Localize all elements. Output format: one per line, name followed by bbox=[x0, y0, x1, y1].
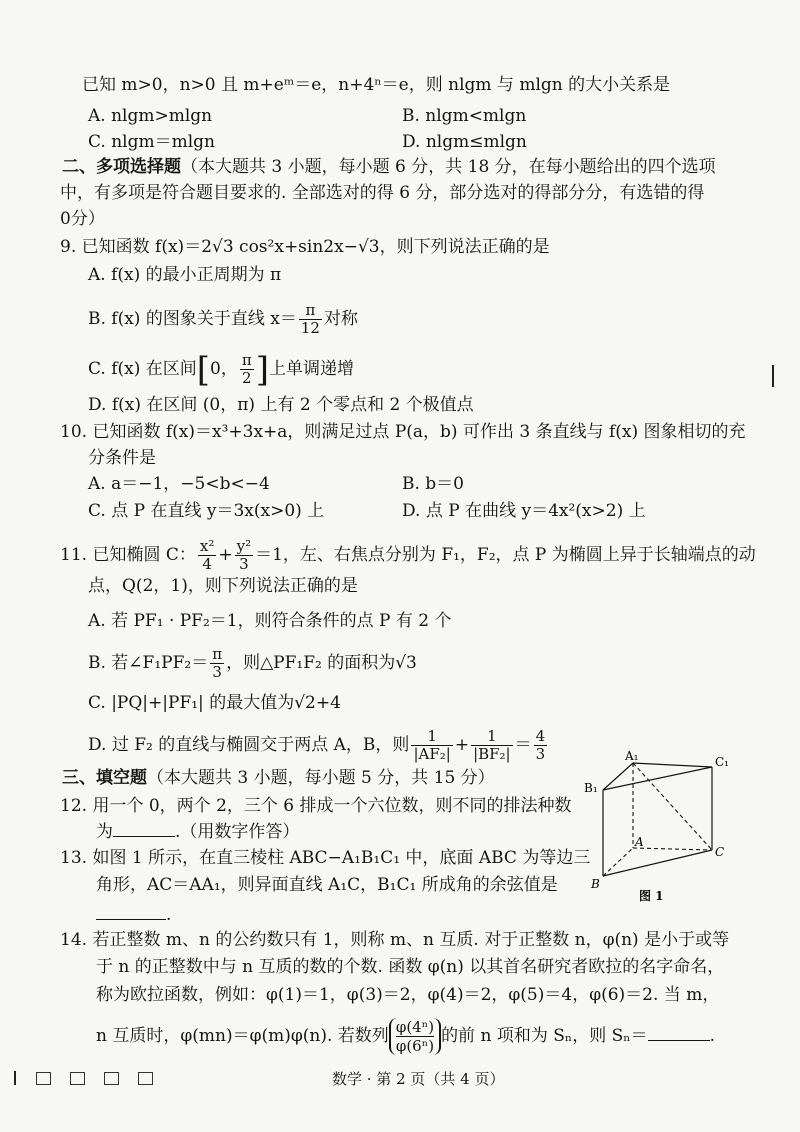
section3-heading bbox=[62, 767, 495, 789]
footer-box-3 bbox=[104, 1072, 119, 1085]
edge-b-c bbox=[603, 850, 712, 876]
q11-d-frac-1-den: |AF₂| bbox=[413, 745, 451, 763]
q14-sequence-term bbox=[389, 1018, 441, 1055]
q12-line2-post: .（用数字作答） bbox=[175, 822, 300, 842]
edge-b1-a1 bbox=[603, 763, 633, 790]
q9-option-c-text: C. f(x) 在区间 bbox=[88, 359, 197, 379]
q11-option-b-fraction bbox=[210, 646, 224, 681]
q10-option-c: C. 点 P 在直线 y＝3x(x>0) 上 bbox=[88, 501, 325, 521]
q11-frac-y-num: y² bbox=[236, 537, 252, 555]
q11-b-num: π bbox=[212, 645, 223, 663]
label-b: B bbox=[591, 877, 600, 891]
q13-stem-line3 bbox=[96, 904, 171, 926]
q14-line4 bbox=[96, 1018, 715, 1055]
edge-b-a-hidden bbox=[603, 848, 633, 876]
q11-option-b-tail: ，则△PF₁F₂ 的面积为√3 bbox=[226, 653, 417, 673]
figure-caption: 图 1 bbox=[639, 889, 664, 903]
q13-stem-line1: 13. 如图 1 所示，在直三棱柱 ABC−A₁B₁C₁ 中，底面 ABC 为等边三 bbox=[60, 848, 591, 868]
label-a1: A₁ bbox=[625, 749, 639, 763]
q11-frac-x bbox=[198, 538, 216, 573]
label-c1: C₁ bbox=[715, 755, 729, 769]
q13-answer-blank[interactable] bbox=[96, 905, 166, 920]
edge-b1-c1 bbox=[603, 767, 712, 790]
q13-line3-post: . bbox=[166, 905, 172, 925]
q11-d-frac-2-den: |BF₂| bbox=[473, 745, 511, 763]
section2-title: 二、多项选择题 bbox=[62, 157, 181, 177]
prism-figure bbox=[575, 748, 745, 908]
q9-option-c-fraction bbox=[240, 352, 254, 387]
q11-frac-x-den: 4 bbox=[202, 555, 212, 573]
q10-stem-line1: 10. 已知函数 f(x)＝x³+3x+a，则满足过点 P(a，b) 可作出 3 条直线与 f(x) 图象相切的充 bbox=[60, 422, 746, 442]
q11-stem-line2: 点，Q(2，1)，则下列说法正确的是 bbox=[88, 576, 358, 596]
q11-option-c: C. |PQ|+|PF₁| 的最大值为√2+4 bbox=[88, 693, 341, 713]
footer-bar bbox=[14, 1071, 16, 1085]
q11-b-den: 3 bbox=[212, 663, 222, 681]
q11-d-frac-2 bbox=[471, 728, 513, 763]
q9-option-c-tail: 上单调递增 bbox=[268, 359, 354, 379]
edge-a-c-hidden bbox=[633, 848, 712, 850]
q9-option-b bbox=[88, 302, 358, 337]
q10-option-d: D. 点 P 在曲线 y＝4x²(x>2) 上 bbox=[402, 501, 646, 521]
q14-line3: 称为欧拉函数，例如：φ(1)＝1，φ(3)＝2，φ(4)＝2，φ(5)＝4，φ(6)＝2. 当 m， bbox=[96, 985, 720, 1005]
q9-option-b-text: B. f(x) 的图象关于直线 x＝ bbox=[88, 309, 297, 329]
q11-stem-pre: 11. 已知椭圆 C： bbox=[60, 545, 196, 565]
q11-d-frac-1-num: 1 bbox=[411, 728, 452, 746]
q14-seq-numerator: φ(4ⁿ) bbox=[395, 1018, 435, 1036]
q14-line1: 14. 若正整数 m、n 的公约数只有 1，则称 m、n 互质. 对于正整数 n，φ(n) 是小于或等 bbox=[60, 930, 730, 950]
q12-line2-pre: 为 bbox=[96, 822, 113, 842]
q14-line4-end: . bbox=[709, 1026, 716, 1046]
margin-mark bbox=[772, 365, 774, 387]
footer-box-2 bbox=[70, 1072, 85, 1085]
q12-stem-line1: 12. 用一个 0，两个 2，三个 6 排成一个六位数，则不同的排法种数 bbox=[60, 796, 572, 816]
q11-stem-post: ＝1，左、右焦点分别为 F₁，F₂，点 P 为椭圆上异于长轴端点的动 bbox=[255, 545, 756, 565]
q14-answer-blank[interactable] bbox=[648, 1026, 710, 1041]
q9-number: 9. bbox=[60, 237, 77, 257]
q9-option-c: C. f(x) 在区间[0， $\frac{\pi}{2}$ ]上单调递增 bbox=[88, 349, 354, 390]
q11-d-equals: ＝ bbox=[514, 735, 532, 755]
q11-option-a: A. 若 PF₁ · PF₂＝1，则符合条件的点 P 有 2 个 bbox=[88, 611, 452, 631]
q11-d-frac-2-num: 1 bbox=[471, 728, 513, 746]
label-c: C bbox=[715, 845, 725, 859]
section3-desc: （本大题共 3 小题，每小题 5 分，共 15 分） bbox=[147, 768, 495, 788]
q11-option-b bbox=[88, 646, 417, 681]
q14-line4-post: 的前 n 项和为 Sₙ，则 Sₙ＝ bbox=[441, 1026, 648, 1046]
q11-frac-y-den: 3 bbox=[239, 555, 249, 573]
q9-option-c-interval-left: 0， bbox=[210, 359, 238, 379]
section2-desc-line1: （本大题共 3 小题，每小题 6 分，共 18 分，在每小题给出的四个选项 bbox=[181, 157, 716, 177]
q9-option-a: A. f(x) 的最小正周期为 π bbox=[88, 265, 282, 285]
q12-stem-line2 bbox=[96, 821, 299, 843]
q8-option-c: C. nlgm＝mlgn bbox=[88, 132, 215, 152]
q10-option-a: A. a＝−1，−5<b<−4 bbox=[88, 474, 270, 494]
q8-option-d: D. nlgm≤mlgn bbox=[402, 132, 527, 152]
q9-c-denominator: 2 bbox=[242, 369, 252, 387]
q11-d-frac-3-num: 4 bbox=[535, 727, 546, 745]
q10-stem-line2: 分条件是 bbox=[88, 448, 156, 468]
q14-seq-denominator: φ(6ⁿ) bbox=[395, 1037, 435, 1055]
section3-title: 三、填空题 bbox=[62, 768, 147, 788]
label-a: A bbox=[635, 835, 644, 849]
q8-option-a: A. nlgm>mlgn bbox=[88, 106, 213, 126]
q9-stem-tail: ，则下列说法正确的是 bbox=[379, 237, 550, 257]
q9-b-numerator: π bbox=[299, 302, 322, 320]
q9-stem bbox=[60, 236, 550, 258]
footer-box-4 bbox=[138, 1072, 153, 1085]
q9-option-b-fraction bbox=[299, 302, 322, 337]
section2-desc-line3: 0分） bbox=[60, 209, 105, 229]
q9-c-numerator: π bbox=[241, 351, 252, 369]
q11-d-frac-3-den: 3 bbox=[535, 745, 546, 763]
q11-option-d: D. 过 F₂ 的直线与椭圆交于两点 A，B，则 $\frac{1}{\text{|AF₂|}}$ + $\frac{1}{\text{|BF₂|}}$ ＝ $\frac{4}{3}$ bbox=[88, 727, 546, 763]
q9-stem-formula: 已知函数 f(x)＝2√3 cos²x+sin2x−√3 bbox=[81, 237, 380, 257]
label-b1: B₁ bbox=[584, 781, 598, 795]
footer-box-1 bbox=[36, 1072, 51, 1085]
q9-b-denominator: 12 bbox=[300, 319, 320, 337]
q14-line2: 于 n 的正整数中与 n 互质的数的个数. 函数 φ(n) 以其首名研究者欧拉的名字命名， bbox=[96, 957, 725, 977]
q11-d-frac-1 bbox=[411, 728, 452, 763]
edge-a1-c1 bbox=[633, 763, 712, 767]
q11-plus: + bbox=[218, 545, 233, 565]
q11-option-d-text: D. 过 F₂ 的直线与椭圆交于两点 A，B，则 bbox=[88, 735, 410, 755]
q11-frac-y bbox=[235, 538, 254, 573]
q10-option-b: B. b＝0 bbox=[402, 474, 464, 494]
q8-option-b: B. nlgm<mlgn bbox=[402, 106, 527, 126]
diagonal-a1-c bbox=[633, 763, 712, 850]
q11-stem-line1 bbox=[60, 538, 756, 573]
q13-stem-line2: 角形，AC＝AA₁，则异面直线 A₁C，B₁C₁ 所成角的余弦值是 bbox=[96, 875, 558, 895]
q12-answer-blank[interactable] bbox=[113, 822, 175, 837]
section2-desc-line2: 中，有多项是符合题目要求的. 全部选对的得 6 分，部分选对的得部分分，有选错的得 bbox=[60, 183, 705, 203]
q9-option-d: D. f(x) 在区间 (0，π) 上有 2 个零点和 2 个极值点 bbox=[88, 395, 474, 415]
q9-option-b-tail: 对称 bbox=[323, 309, 358, 329]
q8-stem: 已知 m>0，n>0 且 m+eᵐ＝e，n+4ⁿ＝e，则 nlgm 与 mlgn 的大小关系是 bbox=[82, 75, 671, 95]
q14-line4-pre: n 互质时，φ(mn)＝φ(m)φ(n). 若数列 bbox=[96, 1026, 389, 1046]
page-number-footer: 数学 · 第 2 页（共 4 页） bbox=[332, 1070, 505, 1088]
q11-option-b-text: B. 若∠F₁PF₂＝ bbox=[88, 653, 209, 673]
q11-frac-x-num: x² bbox=[199, 537, 215, 555]
section2-heading bbox=[62, 156, 716, 178]
q11-d-frac-3 bbox=[534, 728, 548, 763]
